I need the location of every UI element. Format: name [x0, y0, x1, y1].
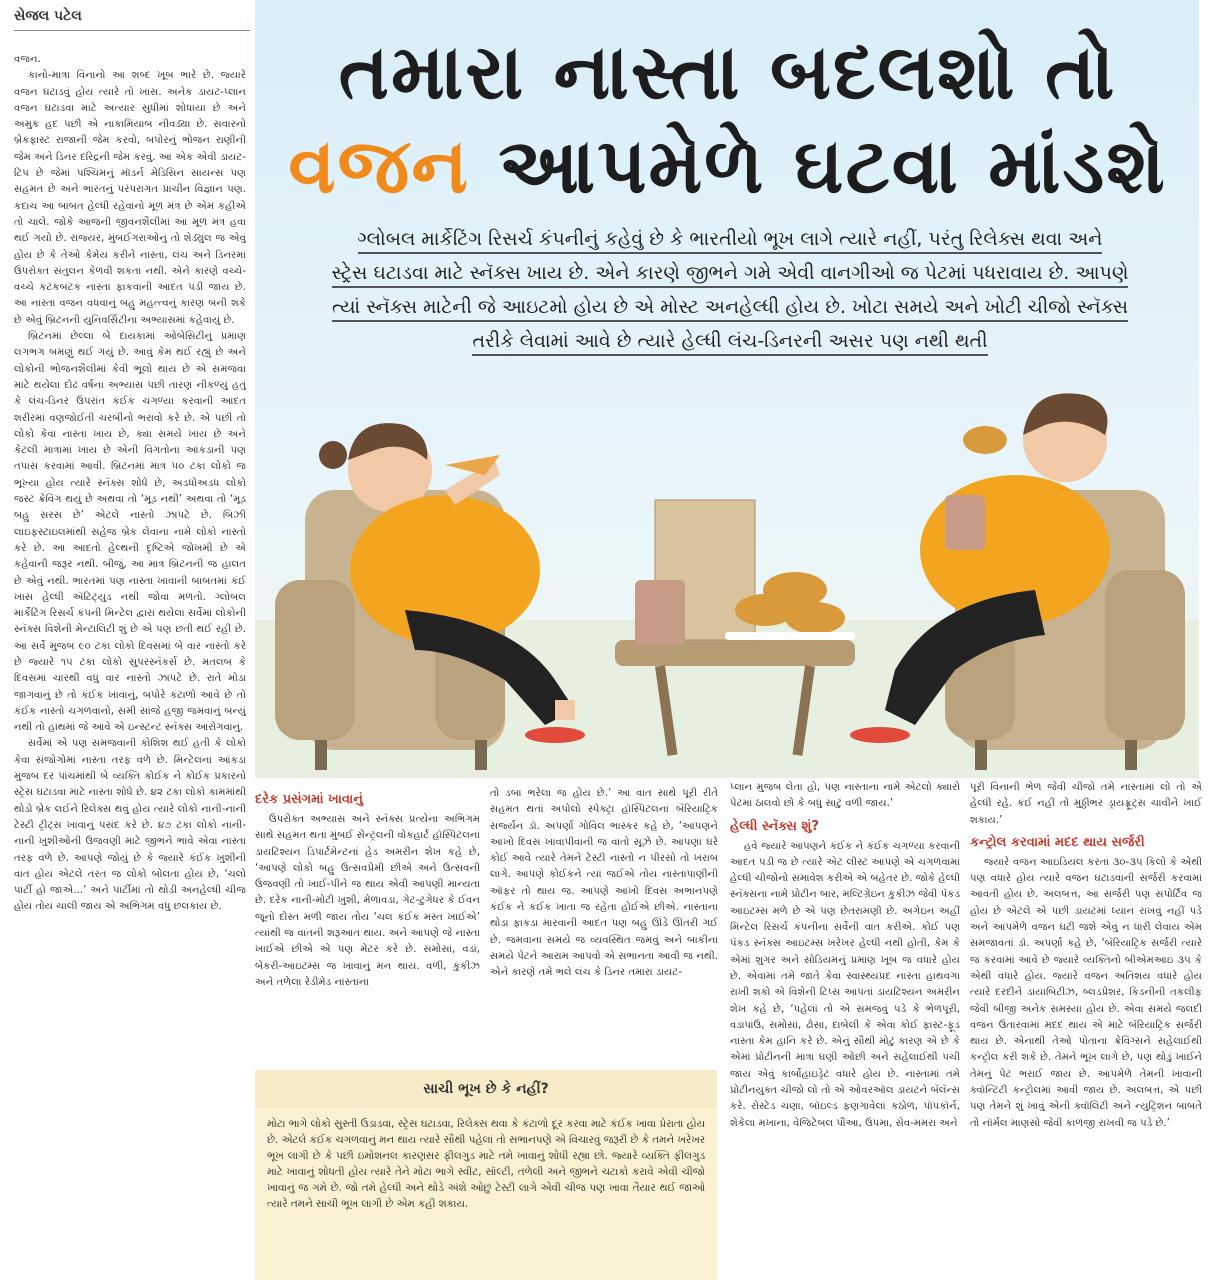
paragraph: જ્યારે વજન આઇડિયલ કરતાં ૩૦-૩૫ કિલો કે એથી પણ વધારે હોય ત્યારે વજન ઘટાડવાની સર્જરી કરવામાં આવતી હોય છે. અલબત્ત, આ સર્જરી પણ સપોર્ટિવ જ હોય છે એટલે એ પછી ડાયટમાં ધ્યાન રાખવું નહીં પડે અને આપમેળે વજન ઘટી જશે એવું ન ધારી લેવાય એમ સમજાવતાં ડૉ. અપર્ણા કહે છે, ‘બૅરિયાટ્રિક સર્જરી ત્યારે જ કરવામાં આવે છે જ્યારે વ્યક્તિનો બીએમઆઇ ૩૫ કે એથી વધારે હોય. જ્યારે વજન અતિશય વધારે હોય ત્યારે દરદીને ડાયાબિટીઝ, બ્લડપ્રેશર, કિડનીની તકલીફ જેવી બીજી અનેક સમસ્યા હોય છે. એવા સમયે જલદી વજન ઉતારવામાં મદદ થાય એ માટે બૅરિયાટ્રિક સર્જરી થાય છે. એનાથી તેઓ પોતાના ક્રેવિંગ્સને સહેલાઈથી કન્ટ્રોલ કરી શકે છે. તેમને ભૂખ લાગે છે, પણ થોડું ખાઈને તેમનું પેટ ભરાઈ જાય છે. આપમેળે તેમની ખાવાની ક્વૉન્ટિટી કન્ટ્રોલમાં આવી જાય છે. અલબત્ત, એ પછી પણ તેમને શું ખાવું એની ક્વૉલિટી અને ન્યુટ્રિશન બાબતે તો નૉર્મલ માણસો જેવી કાળજી રાખવી જ પડે છે.’: [970, 856, 1202, 1129]
deck-line: ગ્લોબલ માર્કેટિંગ રિસર્ચ કંપનીનું કહેવું છે કે ભારતીયો ભૂખ લાગે ત્યારે નહીં, પરંતુ રિલેક્સ થવા અને: [358, 228, 1103, 254]
table-with-food: [615, 500, 855, 756]
paragraph: પ્લાન મુજબ લેતા હો, પણ નાસ્તાના નામે એટલો ક્યારો પેટમાં ઠાલવો છો કે બધું સાટું વળી જાય.’: [730, 782, 960, 810]
paragraph: વજન.: [14, 54, 41, 65]
paragraph: સર્વેમાં એ પણ સમજવાની કોશિશ થઈ હતી કે લોકો કેવા સંજોગોમાં નાસ્તા તરફ વળે છે. મિન્ટેલના આંકડા મુજબ દર પાંચમાંથી બે વ્યક્તિ કોઈક ને કોઈક પ્રકારનો સ્ટ્રેસ ઘટાડવા માટે નાસ્તા શોધે છે. ૪૨ ટકા લોકો કામમાંથી થોડો બ્રેક લઈને રિલેક્સ થવું હોય ત્યારે લોકો નાની-નાની ટેસ્ટી ટ્રીટ્સ ખાવાનું પસંદ કરે છે. ૪૭ ટકા લોકો નાની-નાની ખુશીઓની ઉજવણી માટે જીભને ભાવે એવા નાસ્તા તરફ વળે છે. આપણે જોયું છે કે જ્યારે કંઈક ખુશીની વાત હોય એટલે તરત જ લોકો બોલતા હોય છે, ‘ચલો પાર્ટી હો જાએ...’ અને પાર્ટીમાં તો થોડી અનહેલ્ધી ચીજ હોય તોય ચાલી જાય એ અભિગમ વધુ છલકાય છે.: [14, 738, 246, 913]
sidebar-box-title: સાચી ભૂખ છે કે નહીં?: [255, 1070, 717, 1108]
paragraph: પૂરી વિનાની ભેળ જેવી ચીજો તમે નાસ્તામાં લો તો એ હેલ્ધી રહે. કંઈ નહીં તો મુઠ્ઠીભર ડ્રાયફ્રૂટ્સ ચાવીને ખાઈ શકાય.’: [970, 782, 1202, 826]
paragraph: તો ડબા ભરેલા જ હોય છે.’ આ વાત સાથે પૂરી રીતે સહમત થતાં અપોલો સ્પેક્ટ્રા હૉસ્પિટલનાં બૅરિયાટ્રિક સર્જ્યન ડૉ. અપર્ણા ગોવિલ ભાસ્કર કહે છે, ‘આપણને આખો દિવસ ખાવાપીવાની જ વાતો સૂઝે છે. આપણા ઘરે કોઈ આવે ત્યારે તેમને ટેસ્ટી નાસ્તો ન પીરસો તો ખરાબ લાગે. આપણે કોઈકને ત્યાં જઈએ તોય નાસ્તાપાણીની ઑફર તો થાય જ. આપણે આખો દિવસ અભાનપણે કંઈક ને કંઈક ખાતા જ રહેતા હોઈએ છીએ. નાસ્તાના થોડા ફાકડા મારવાની આદત પણ બહુ ઊંડે ઊતરી ગઈ છે. જમવાના સમયે જ વ્યવસ્થિત જમવું અને બાકીના સમયે પેટને આરામ આપવો એ સભાનતા આવી જ નથી. એને કારણે તમે ભલે લંચ કે ડિનર તમારા ડાયટ-: [490, 788, 718, 979]
column-2: [255, 786, 480, 1066]
column-1: [14, 52, 246, 1278]
subhead: હેલ્ધી સ્નૅક્સ શું?: [730, 818, 819, 834]
subhead: કન્ટ્રોલ કરવામાં મદદ થાય સર્જરી: [970, 834, 1145, 850]
paragraph: હવે જ્યારે આપણને કંઈક ને કંઈક ચગળ્યા કરવાની આદત પડી જ છે ત્યારે એટ લીસ્ટ આપણે એ ચગળવામાં હેલ્ધી ચીજોનો સમાવેશ કરીએ એ બહેતર છે. જોકે હેલ્ધી સ્નૅક્સના નામે પ્રોટીન બાર, મલ્ટિગ્રેઇન કુકીઝ જેવી પૅકડ આઇટમ્સ મળે છે એ પણ છેતરામણી છે. અગેઇન અહીં મિન્ટેલ રિસર્ચ કંપનીના સર્વેની વાત કરીએ. કોઈ પણ પૅકડ સ્નૅક્સ આઇટમ્સ ખરેખર હેલ્ધી નથી હોતી, કેમ કે એમાં શુગર અને સોડિયમનું પ્રમાણ ખૂબ જ વધારે હોય છે. એવામાં તમે જાતે કેવા સ્વાસ્થ્યપ્રદ નાસ્તા હાથવગા રાખી શકો એ વિશેની ટિપ્સ આપતાં ડાયટિશ્યન અમરીન શેખ કહે છે, ‘પહેલાં તો એ સમજવું પડે કે ભેળપૂરી, વડાપાંઉ, સમોસાં, ઢોસા, દાબેલી કે એવા કોઈ ફાસ્ટ-ફૂડ નાસ્તા કેમ હાનિ કરે છે. એનું સૌથી મોટું કારણ એ છે કે એમાં પ્રોટીનની માત્રા ઘણી ઓછી અને સહેલાઈથી પચી જાય એવું કાર્બોહાઇડ્રેટ વધારે હોય છે. નાસ્તામાં તમે પ્રોટીનયુક્ત ચીજો લો તો એ ઓવરઑલ ડાયટને બૅલૅન્સ કરે. રોસ્ટેડ ચણા, બૉઇલ્ડ ફણગાવેલાં કઠોળ, પૉપકૉર્ન, શેકેલા મખાના, વેજિટેબલ પૌંઆ, ઉપમા, સેવ-મમરા અને: [730, 840, 960, 1129]
soda-cup-icon: [635, 580, 685, 645]
column-3: [490, 786, 718, 1066]
headline-accent-word: વજન: [288, 121, 471, 210]
byline-rule: [14, 30, 250, 31]
deck-line: સ્ટ્રેસ ઘટાડવા માટે સ્નૅક્સ ખાય છે. એને કારણે જીભને ગમે એવી વાનગીઓ જ પેટમાં પધરાવાય છે. આપણે: [332, 262, 1129, 288]
paragraph: કાનો-માત્રા વિનાનો આ શબ્દ ખૂબ ભારે છે. જ્યારે વજન ઘટાડવું હોય ત્યારે તો ખાસ. અનેક ડાયટ-પ્લાન વજન ઘટાડવા માટે અત્યાર સુધીમાં શોધાયા છે અને અમુક હદ પછી એ નાકામિયાબ નીવડ્યા છે. સવારનો બ્રેકફાસ્ટ રાજાની જેમ કરવો, બપોરનું ભોજન રાણીની જેમ અને ડિનર દરિદ્રની જેમ કરવું. આ એક એવી ડાયટ-ટિપ છે જેમાં પશ્ચિમનું મૉડર્ન મેડિસિન સાયન્સ પણ સહમત છે અને ભારતનું પરંપરાગત પ્રાચીન વિજ્ઞાન પણ. કદાચ આ બાબત હેલ્ધી રહેવાનો મૂળ મંત્ર છે એમ કહીએ તો ચાલે. જોકે આજની જીવનશૈલીમાં આ મૂળ મંત્ર હવા થઈ ગયો છે. રાજ્યર, મુંબઈગરાઓનું તો શેડ્યુલ જ એવું હોય છે કે તેઓ કેમેય કરીને નાસ્તા, લંચ અને ડિનરમાં ઉપરોક્ત સંતુલન કેળવી શકતા નથી. એને કારણે વચ્ચે-વચ્ચે કટકબટક નાસ્તા ફાકવાની આદત પડી જાય છે. આ નાસ્તા વજન વધવાનું બહુ મહત્ત્વનું કારણ બની શકે છે એવું બ્રિટનની યુનિવર્સિટીના અભ્યાસમાં કહેવાયું છે.: [14, 70, 246, 326]
column-5: [970, 780, 1202, 1278]
soda-cup-icon: [945, 495, 985, 550]
byline: સેજલ પટેલ: [14, 8, 82, 24]
deck: [280, 222, 1180, 358]
burger-icon: [785, 602, 845, 634]
paragraph: બ્રિટનમાં છેલ્લા બે દાયકામાં ઓબેસિટીનું પ્રમાણ લગભગ બમણું થઈ ગયું છે. આવું કેમ થઈ રહ્યું છે અને લોકોની ભોજનશૈલીમાં કેવી ભૂલો થાય છે એ સમજવા માટે થયેલા દોઢ વર્ષના અભ્યાસ પછી તારણ નીકળ્યું હતું કે લંચ-ડિનર ઉપરાંત કંઈક ચગળ્યા કરવાની આદત શરીરમાં વણજોઈતી ચરબીનો ભરાવો કરે છે. એ પછી તો લોકો કેવા નાસ્તા ખાય છે, ક્યા સમયે ખાય છે અને કેટલી માત્રામાં ખાય છે એની વિગતોના આંકડાની પણ તપાસ કરવામાં આવી. બ્રિટનમાં માત્ર ૫૦ ટકા લોકો જ ભૂખ્યા હોય ત્યારે સ્નૅક્સ શોધે છે, અડધોઅડધ લોકો જસ્ટ ક્રેવિંગ થયું છે અથવા તો ‘મૂડ નથી’ અથવા તો ‘મૂડ બહુ સરસ છે’ એટલે નાસ્તો ઝાપટે છે. બિઝી લાઇફસ્ટાઇલમાંથી સહેજ બ્રેક લેવાના નામે લોકો નાસ્તો કરે છે. આ આદતો હેલ્થની દૃષ્ટિએ જોખમી છે એ કહેવાની જરૂર નથી. બીજું, આ માત્ર બ્રિટનની જ હાલત છે એવું નથી. ભારતમાં પણ નાસ્તા ખાવાની બાબતમાં કંઈ ખાસ હેલ્ધી ઍટિટ્યુડ નથી જોવા મળતો. ગ્લોબલ માર્કેટિંગ રિસર્ચ કંપની મિન્ટેલ દ્વારા થયેલા સર્વેમાં લોકોની સ્નૅક્સ વિશેની મેન્ટાલિટી શું છે એ પણ છતી થઈ રહી છે. આ સર્વે મુજબ ૯૦ ટકા લોકો દિવસમાં બે વાર નાસ્તો કરે છે જ્યારે ૧૫ ટકા લોકો સુપરસ્નૅકર્સ છે. મતલબ કે દિવસમાં ચારથી વધુ વાર નાસ્તો ઝાપટે છે. રાતે મોડા જાગવાનું છે તો કંઈક ખાવાનું, બપોરે કંટાળો આવે છે તો કંઈક નાસ્તો ચગળવાનો, સમી સાંજે હજી જમવાનું બન્યું નથી તો હાથમાં જે આવે એ ઇન્સ્ટન્ટ સ્નૅક્સ આરોગવાનું.: [14, 331, 246, 734]
paragraph: ઉપરોક્ત અભ્યાસ અને સ્નૅક્સ પ્રત્યેના અભિગમ સાથે સહમત થતાં મુંબઈ સેન્ટ્રલની વોકહાર્ટ હૉસ્પિટલનાં ડાયટિશ્યન ડિપાર્ટમેન્ટનાં હેડ અમરીન શેખ કહે છે, ‘આપણે લોકો બહુ ઉત્સવપ્રેમી છીએ અને ઉત્સવની ઉજવણી તો ખાઈ-પીને જ થાય એવી આપણી માન્યતા છે. દરેક નાની-મોટી ખુશી, મેળાવડા, ગેટ-ટુગેધર કે ઈવન જૂનો દોસ્ત મળી જાય તોય ‘ચલ કંઈક મસ્ત ખાઈએ’ ત્યાંથી જ વાતની શરૂઆત થાય. અને આપણે જે નાસ્તા ખાઈએ છીએ એ પણ મેટર કરે છે. સમોસાં, વડાં, બેકરી-આઇટમ્સ જ ખાવાનું મન થાય. વળી, કુકીઝ અને તળેલા રેડીમેડ નાસ્તાના: [255, 814, 480, 988]
subhead: દરેક પ્રસંગમાં ખાવાનું: [255, 792, 363, 807]
snacking-illustration: [255, 380, 1199, 778]
headline-line-2-rest: આપમેળે ઘટવા માંડશે: [498, 121, 1167, 210]
burger-icon: [963, 426, 1007, 454]
headline-line-2: [270, 118, 1185, 214]
sidebar-box-body: મોટા ભાગે લોકો સુસ્તી ઉડાડવા, સ્ટ્રેસ ઘટાડવા, રિલેક્સ થવા કે કંટાળો દૂર કરવા માટે કંઈક ખાવા પ્રેરાતા હોય છે. એટલે કંઈક ચગળવાનું મન થાય ત્યારે સૌથી પહેલાં તો સભાનપણે એ વિચારવું જરૂરી છે કે તમને ખરેખર ભૂખ લાગી છે કે પછી ઇમોશનલ કારણસર ફીલગુડ માટે તમે ખાવાનું શોધી રહ્યા છો. જ્યારે વ્યક્તિ ફીલગુડ માટે ખાવાનું શોધતી હોય ત્યારે તેને મોટા ભાગે સ્વીટ, સૉલ્ટી, તળેલી અને જીભને ચટાકો કરાવે એવી ચીજો ખાવાનું જ ગમે છે. જો તમે હેલ્ધી અને થોડે અંશે ઓછું ટેસ્ટી લાગે એવી ચીજ પણ ખાવા તૈયાર થઈ જાઓ ત્યારે તમને સાચી ભૂખ લાગી છે એમ કહી શકાય.: [255, 1108, 717, 1280]
column-4: [730, 780, 960, 1278]
headline-line-1: તમારા નાસ્તા બદલશો તો: [338, 27, 1117, 116]
deck-line: તરીકે લેવામાં આવે છે ત્યારે હેલ્ધી લંચ-ડિનરની અસર પણ નથી થતી: [472, 330, 987, 356]
deck-line: ત્યાં સ્નૅક્સ માટેની જે આઇટમો હોય છે એ મોસ્ટ અનહેલ્ધી હોય છે. ખોટા સમયે અને ખોટી ચીજો સ્નૅક્સ: [332, 296, 1128, 322]
